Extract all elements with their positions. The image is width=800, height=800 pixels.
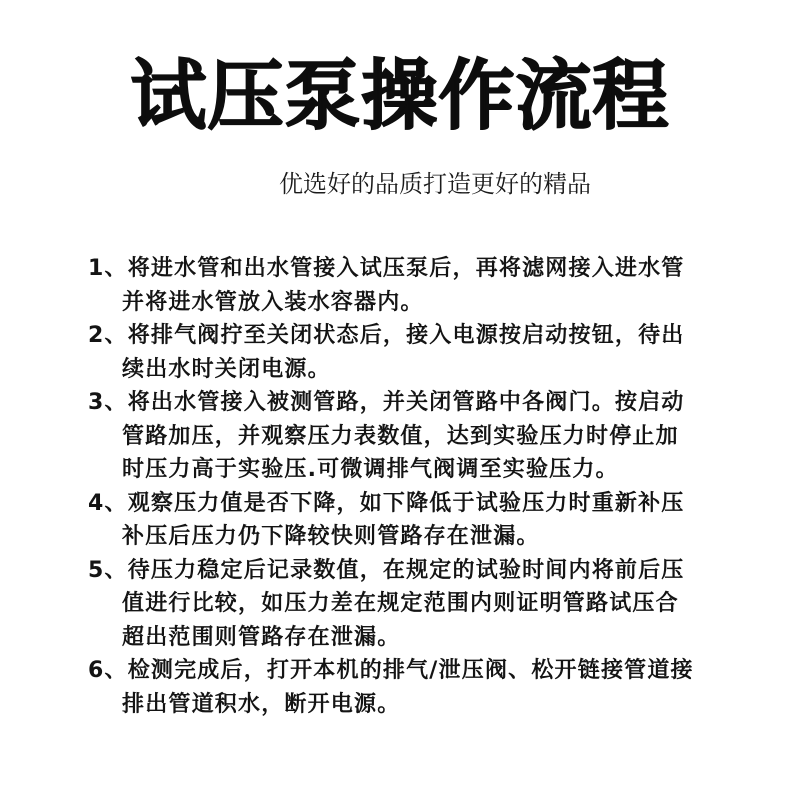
step-line: 6、检测完成后，打开本机的排气/泄压阀、松开链接管道接: [88, 658, 694, 683]
step-line: 并将进水管放入装水容器内。: [122, 289, 424, 315]
step-6: [88, 654, 800, 721]
step-line: 5、待压力稳定后记录数值，在规定的试验时间内将前后压: [88, 557, 685, 583]
steps-list: [88, 252, 800, 721]
step-line: 管路加压，并观察压力表数值，达到实验压力时停止加: [122, 423, 679, 449]
step-line: 4、观察压力值是否下降，如下降低于试验压力时重新补压: [88, 490, 685, 516]
step-line: 3、将出水管接入被测管路，并关闭管路中各阀门。按启动: [88, 390, 685, 415]
step-line: 2、将排气阀拧至关闭状态后，接入电源按启动按钮，待出: [88, 323, 685, 348]
step-3: [88, 386, 800, 487]
step-line: 续出水时关闭电源。: [122, 356, 331, 382]
page-title: 试压泵操作流程: [130, 51, 670, 140]
step-line: 时压力高于实验压.可微调排气阀调至实验压力。: [122, 457, 619, 482]
step-line: 排出管道积水，断开电源。: [122, 691, 401, 717]
step-1: [88, 252, 800, 319]
step-2: [88, 319, 800, 386]
step-line: 值进行比较，如压力差在规定范围内则证明管路试压合: [122, 591, 679, 616]
page-subtitle: 优选好的品质打造更好的精品: [279, 170, 591, 198]
step-4: [88, 487, 800, 554]
step-line: 1、将进水管和出水管接入试压泵后，再将滤网接入进水管: [88, 256, 685, 281]
step-line: 补压后压力仍下降较快则管路存在泄漏。: [122, 524, 540, 549]
step-line: 超出范围则管路存在泄漏。: [122, 624, 401, 650]
step-5: [88, 554, 800, 655]
